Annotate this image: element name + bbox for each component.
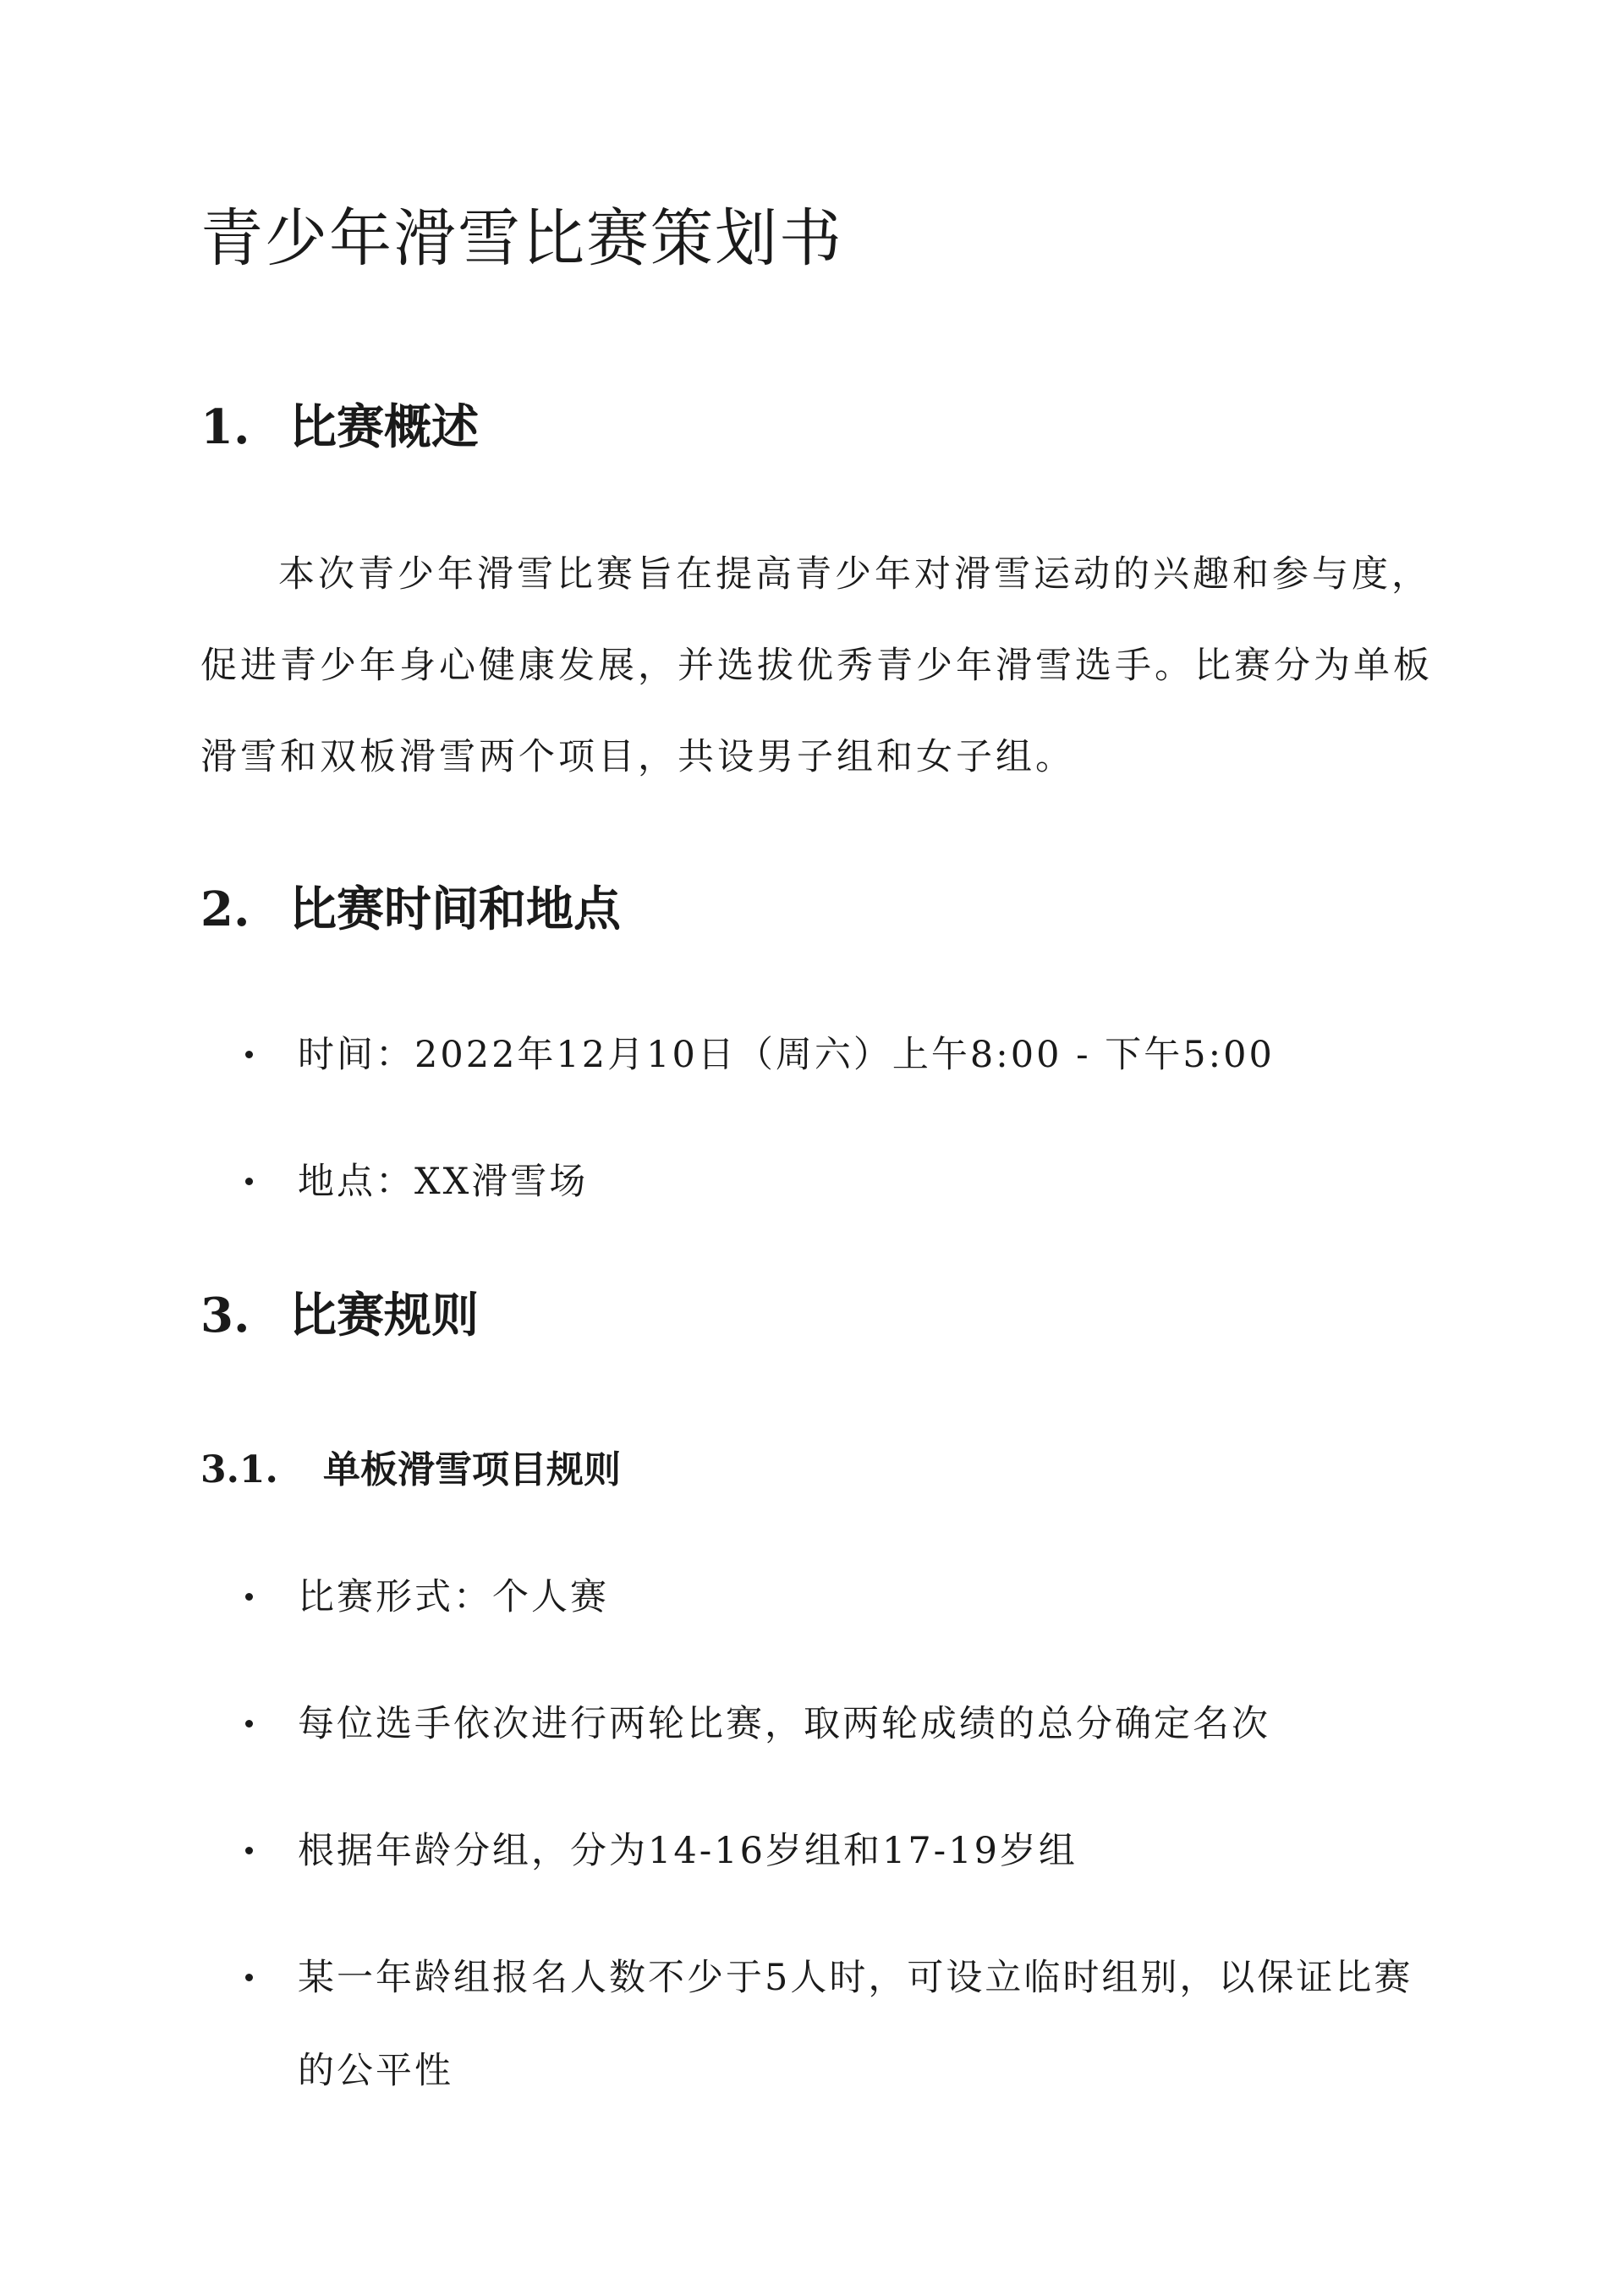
list-item: [245, 1931, 1429, 2117]
section-number: 1.: [200, 399, 250, 455]
list-item: [245, 1551, 1429, 1644]
section-title: 比赛概述: [289, 399, 479, 455]
section-heading-overview: [200, 393, 479, 461]
section-heading-time-place: [200, 876, 621, 943]
document-title: 青少年滑雪比赛策划书: [200, 202, 843, 275]
subsection-heading-snowboard: [200, 1443, 621, 1497]
section-number: 2.: [200, 882, 250, 937]
list-item: [245, 1135, 1429, 1228]
list-item-text: 根据年龄分组，分为14-16岁组和17-19岁组: [298, 1830, 1078, 1872]
list-item: [245, 1008, 1429, 1101]
section-title: 比赛规则: [289, 1288, 479, 1343]
list-item: [245, 1804, 1429, 1898]
list-item: [245, 1678, 1429, 1771]
section-number: 3.: [200, 1288, 250, 1343]
list-item-text: 时间：2022年12月10日（周六）上午8:00 - 下午5:00: [298, 1034, 1275, 1076]
section-heading-rules: [200, 1282, 479, 1349]
list-item-text: 某一年龄组报名人数不少于5人时，可设立临时组别，以保证比赛的公平性: [298, 1957, 1413, 2092]
list-item-text: 比赛形式：个人赛: [298, 1576, 609, 1618]
subsection-number: 3.1.: [200, 1448, 278, 1491]
list-item-text: 每位选手依次进行两轮比赛，取两轮成绩的总分确定名次: [298, 1703, 1270, 1745]
section-title: 比赛时间和地点: [289, 882, 621, 937]
list-item-text: 地点：XX滑雪场: [298, 1161, 589, 1203]
subsection-title: 单板滑雪项目规则: [323, 1448, 621, 1491]
overview-paragraph: 本次青少年滑雪比赛旨在提高青少年对滑雪运动的兴趣和参与度，促进青少年身心健康发展，并选拔优秀青少年滑雪选手。比赛分为单板滑雪和双板滑雪两个项目，共设男子组和女子组。: [200, 553, 1433, 778]
